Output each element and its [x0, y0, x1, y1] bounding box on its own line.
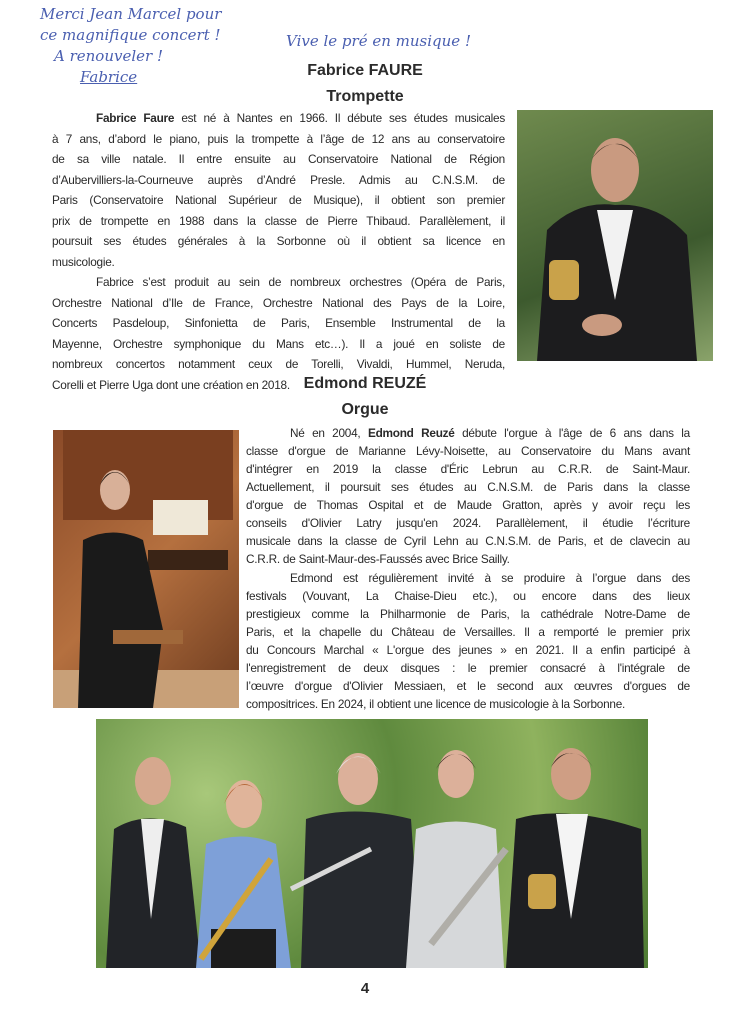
text-line: musicologie. — [52, 254, 115, 269]
handwritten-line: A renouveler ! — [54, 47, 163, 65]
text-line: l'enregistrement de deux disques : le premier consacré à l'intégrale de — [246, 661, 690, 675]
text-line: Edmond est régulièrement invité à se produire à l’orgue dans des — [290, 571, 690, 585]
section2-name: Edmond REUZÉ — [303, 375, 427, 392]
text-line: du Concours Marchal « L'orgue des jeunes » en 2021. Il a enfin participé à — [246, 643, 690, 657]
handwritten-aside: Vive le pré en musique ! — [286, 32, 471, 50]
text-line: prix de trompette en 1988 dans la classe de Pierre Thibaud. Parallèlement, il — [52, 213, 505, 228]
handwritten-signature: Fabrice — [80, 68, 138, 86]
text-line: Actuellement, il poursuit ses études au C.N.S.M. de Paris dans la classe — [246, 480, 690, 494]
text-line: compositrices. En 2024, il obtient une licence de musicologie à la Sorbonne. — [246, 697, 626, 711]
text-line: C.R.R. de Saint-Maur-des-Faussés avec Brice Sailly. — [246, 552, 510, 566]
text: Né en 2004, — [290, 426, 368, 440]
section2-paragraph-2 — [246, 569, 690, 713]
text-line: d’Aubervilliers-la-Courneuve auprès d’André Presle. Admis au C.N.S.M. de — [52, 172, 505, 187]
text-line: Fabrice s’est produit au sein de nombreux orchestres (Opéra de Paris, — [96, 275, 505, 289]
text-line: Paris (Conservatoire National Supérieur de Musique), il obtient son premier — [52, 193, 505, 207]
handwritten-line: ce magnifique concert ! — [40, 26, 221, 44]
edmond-reuze-photo — [53, 430, 239, 708]
fabrice-faure-photo — [517, 110, 713, 361]
bold-name: Fabrice Faure — [96, 111, 175, 125]
text-line: l’œuvre d'orgue d'Olivier Messiaen, et le second aux œuvres d'orgues de — [246, 679, 690, 693]
text-line: de sa ville natale. Il entre ensuite au Conservatoire National de Région — [52, 152, 505, 166]
handwritten-line: Merci Jean Marcel pour — [40, 5, 222, 23]
text: est né à Nantes en 1966. Il débute ses études musicales — [174, 111, 505, 125]
bold-name: Edmond Reuzé — [367, 426, 455, 440]
section1-paragraph-1 — [52, 108, 505, 272]
section2-paragraph-1 — [246, 424, 690, 568]
section1-name: Fabrice FAURE — [307, 62, 423, 79]
text-line: d'intégrer en 2019 la classe d'Éric Lebrun au C.R.R. de Saint-Maur. — [246, 462, 690, 476]
text-line: Paris, et la chapelle du Château de Versailles. Il a remporté le premier prix — [246, 625, 690, 639]
text-line: Mayenne, Orchestre symphonique du Mans etc…). Il a joué en soliste de — [52, 336, 505, 351]
text-line: festivals (Vouvant, La Chaise-Dieu etc.), ou encore dans des lieux — [246, 589, 690, 603]
person — [106, 757, 201, 968]
text-line: classe d'orgue de Marianne Lévy-Noisette, au Conservatoire du Mans avant — [246, 444, 690, 458]
text-line: conseils d'Olivier Latry jusqu'en 2024. Parallèlement, il étudie l’écriture — [246, 516, 690, 530]
text-line: prestigieux comme la Philharmonie de Paris, la cathédrale Notre-Dame de — [246, 607, 690, 621]
section1-instrument: Trompette — [326, 88, 404, 105]
text-line: Concerts Pasdeloup, Sinfonietta de Paris, Ensemble Instrumental de la — [52, 316, 505, 330]
text-line: Corelli et Pierre Uga dont une création en 2018. — [52, 377, 290, 392]
group-photo — [96, 719, 648, 968]
text-line: musicale dans la classe de Cyril Lehn au C.N.S.M. de Paris, et de clavecin au — [246, 534, 690, 548]
text-line: Orchestre National d’Ile de France, Orchestre National des Pays de la Loire, — [52, 295, 505, 310]
page-number: 4 — [360, 980, 370, 997]
text-line: d'orgue de Thomas Ospital et de Maude Gratton, après y avoir reçu les — [246, 498, 690, 512]
section2-instrument: Orgue — [341, 401, 389, 418]
text-line: nombreux concertos notamment ceux de Torelli, Vivaldi, Hummel, Neruda, — [52, 357, 505, 371]
text-line: poursuit ses études générales à la Sorbonne où il obtient sa licence en — [52, 234, 505, 248]
text: débute l'orgue à l'âge de 6 ans dans la — [454, 426, 690, 440]
text-line: à 7 ans, d’abord le piano, puis la trompette à l’âge de 12 ans au conservatoire — [52, 131, 505, 146]
